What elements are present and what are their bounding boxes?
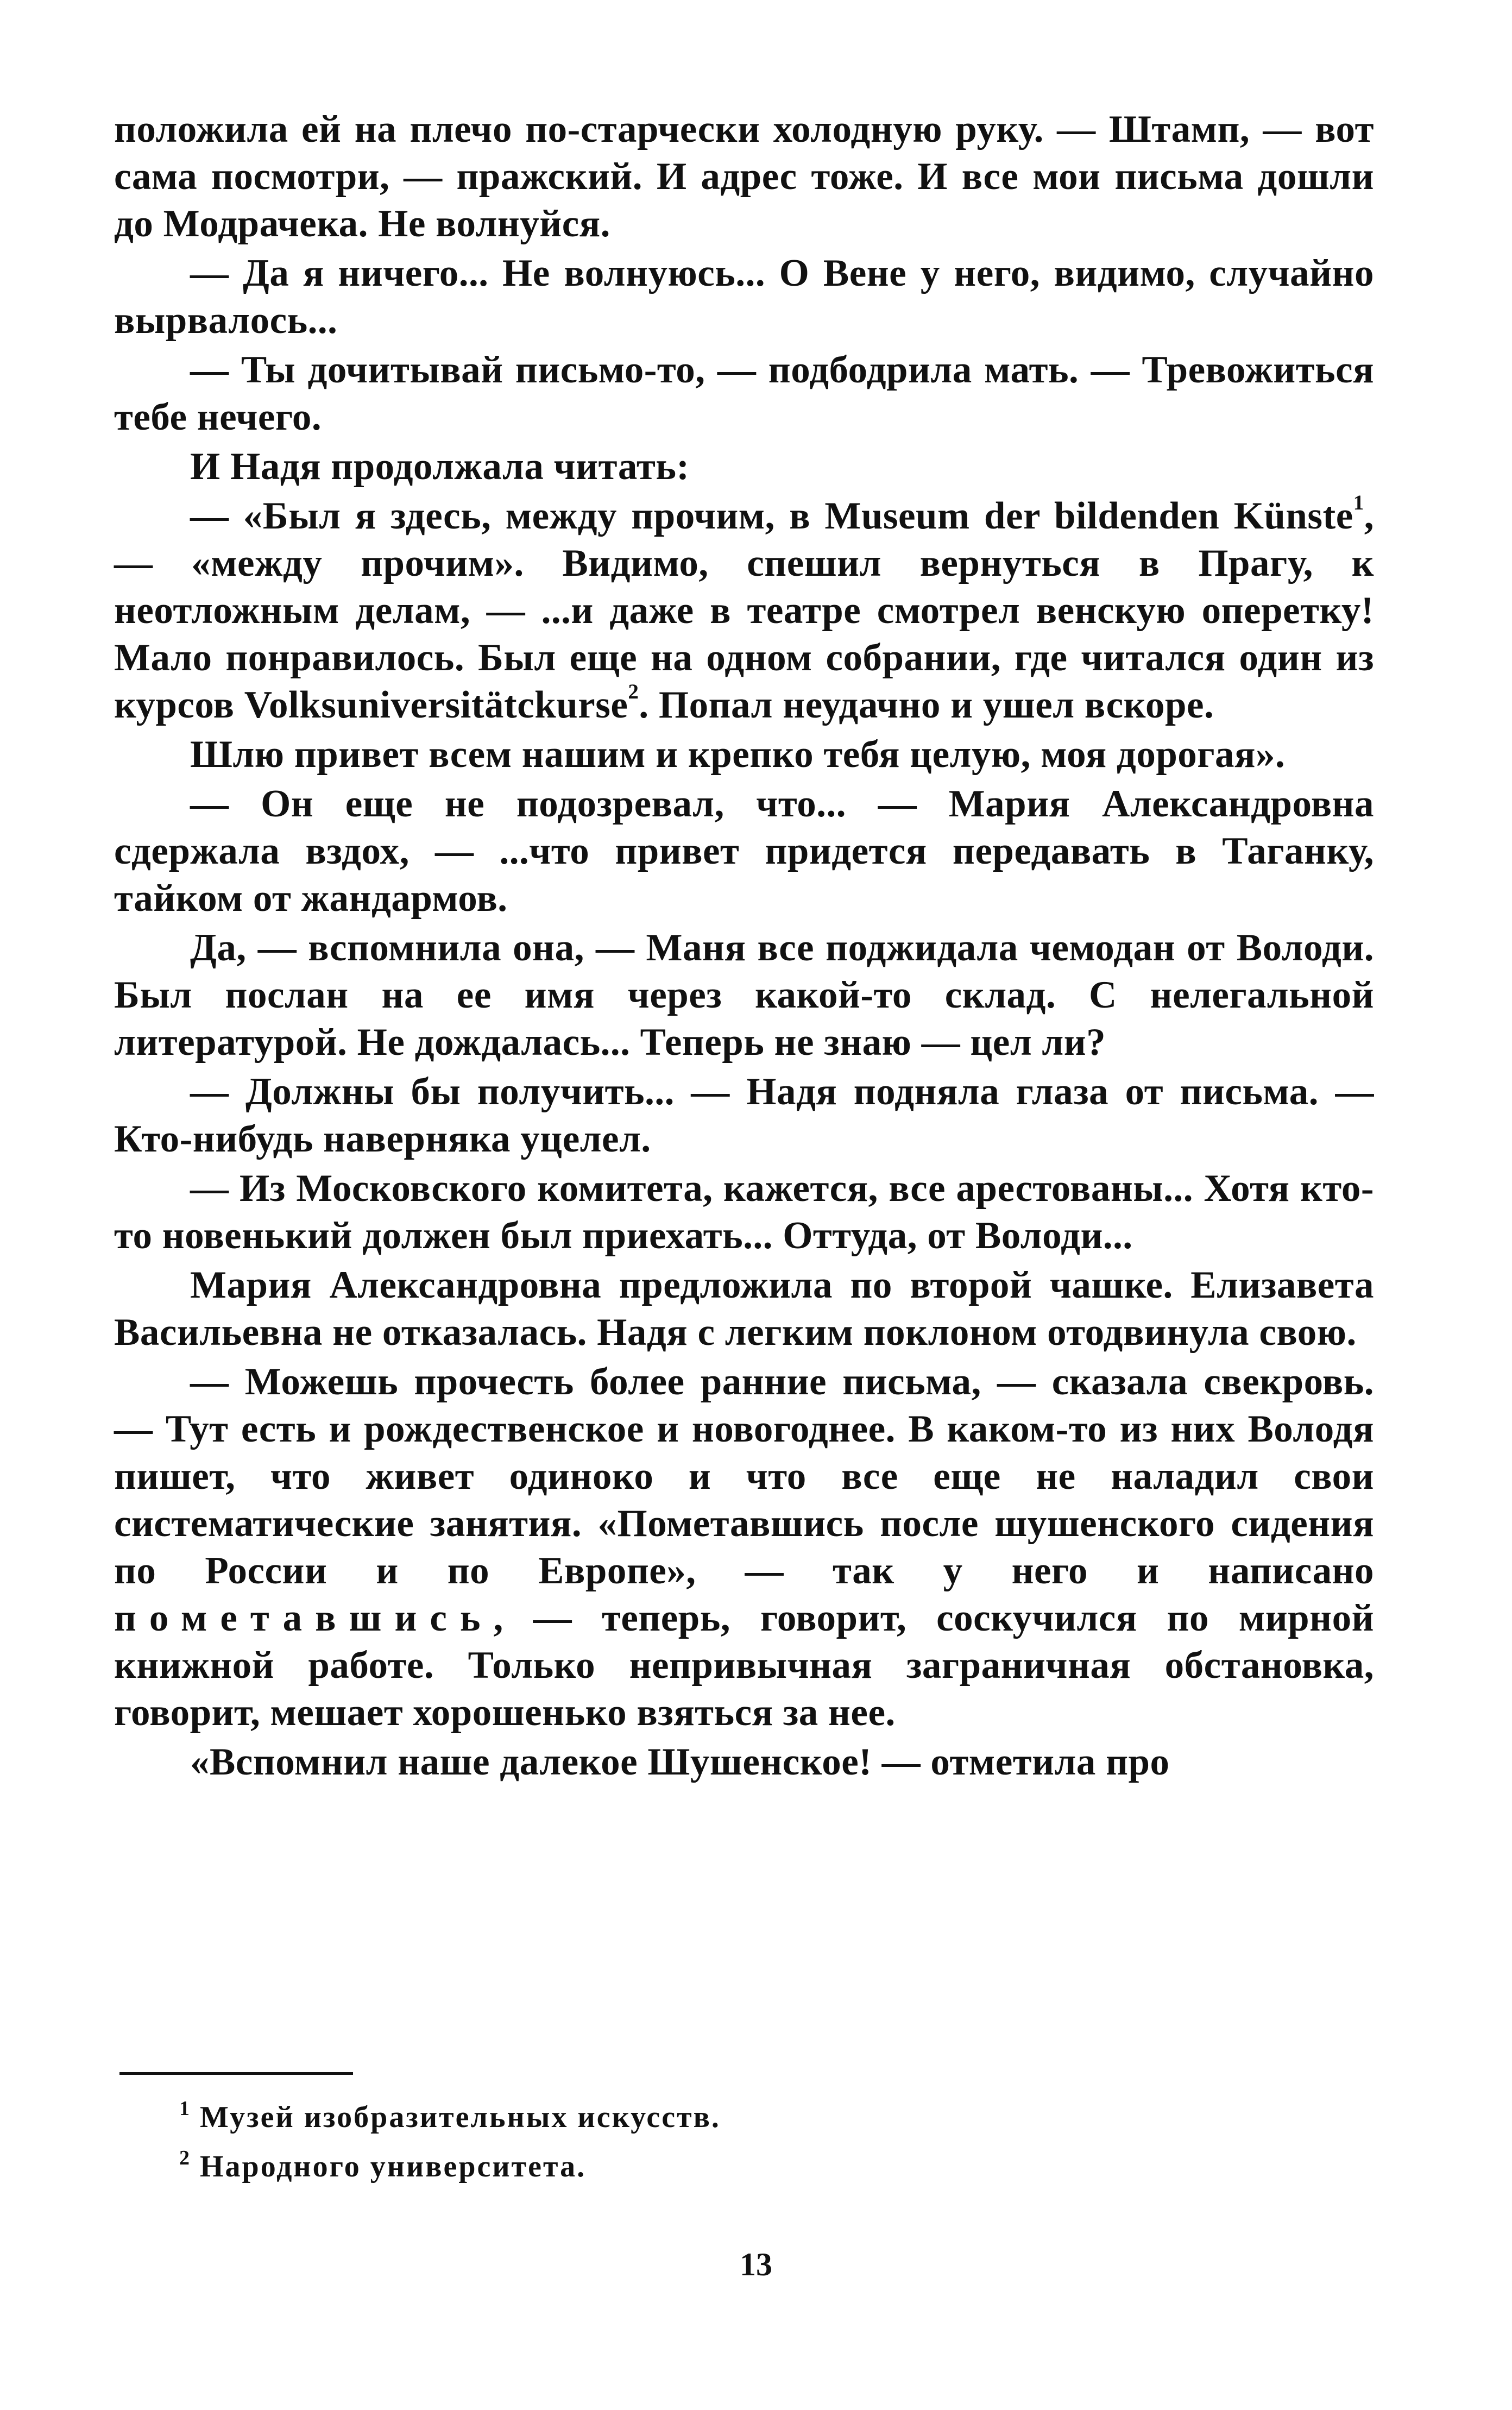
page-body [114, 106, 1374, 1786]
paragraph [114, 731, 1374, 778]
paragraph [114, 1068, 1374, 1163]
paragraph [114, 1739, 1374, 1786]
emphasized-word: пометавшись [114, 1597, 494, 1639]
paragraph [114, 924, 1374, 1066]
paragraph [114, 1358, 1374, 1736]
paragraph [114, 1262, 1374, 1356]
footnote [179, 2138, 721, 2187]
paragraph [114, 781, 1374, 922]
text-segment: Шлю привет всем нашим и крепко тебя целую, моя дорогая». [190, 733, 1286, 776]
text-segment: Да, — вспомнила она, — Маня все поджидала чемодан от Володи. Был послан на ее имя через какой-то склад. С нелегальной литературой. Не дождалась... Теперь не знаю — цел ли? [114, 927, 1374, 1064]
text-segment: — Он еще не подозревал, что... — Мария Александровна сдержала вздох, — ...что привет придется передавать в Таганку, тайком от жандармов. [114, 783, 1374, 920]
paragraph [114, 250, 1374, 344]
text-segment: И Надя продолжала читать: [190, 445, 690, 488]
text-segment: — Из Московского комитета, кажется, все арестованы... Хотя кто-то новенький должен был приехать... Оттуда, от Володи... [114, 1167, 1374, 1257]
text-segment: — «Был я здесь, между прочим, в Museum der bildenden Künste [190, 495, 1353, 537]
text-segment: положила ей на плечо по-старчески холодную руку. — Штамп, — вот сама посмотри, — пражский. И адрес тоже. И все мои письма дошли до Модрачека. Не волнуйся. [114, 108, 1374, 245]
text-segment: «Вспомнил наше далекое Шушенское! — отметила про [190, 1741, 1170, 1783]
text-segment: Мария Александровна предложила по второй чашке. Елизавета Васильевна не отказалась. Надя с легким поклоном отодвинула свою. [114, 1264, 1374, 1354]
footnote-text: Народного университета. [200, 2150, 587, 2184]
text-segment: , — «между прочим». Видимо, спешил вернуться в Прагу, к неотложным делам, — ...и даже в театре смотрел венскую оперетку! Мало понравилось. Был еще на одном собрании, где читался один из курсов Volksuniversitätckurse [114, 495, 1374, 726]
paragraph [114, 1165, 1374, 1260]
paragraph [114, 490, 1374, 729]
text-segment: — Ты дочитывай письмо-то, — подбодрила мать. — Тревожиться тебе нечего. [114, 349, 1374, 438]
footnote-ref: 2 [628, 679, 639, 703]
footnotes [179, 2088, 721, 2187]
text-segment: . Попал неудачно и ушел вскоре. [639, 684, 1214, 726]
footnote-number: 2 [179, 2147, 191, 2169]
text-segment: — Можешь прочесть более ранние письма, — сказала свекровь. — Тут есть и рождественское и новогоднее. В каком-то из них Володя пишет, что живет одиноко и что все еще не наладил свои систематические занятия. «Пометавшись после шушенского сидения по России и по Европе», — так у него и написано [114, 1361, 1374, 1592]
footnote-ref: 1 [1353, 490, 1364, 514]
paragraph [114, 106, 1374, 248]
footnote-separator [119, 2072, 353, 2075]
text-segment: — Да я ничего... Не волнуюсь... О Вене у него, видимо, случайно вырвалось... [114, 252, 1374, 342]
footnote [179, 2088, 721, 2138]
main-text [114, 106, 1374, 1786]
text-segment: — Должны бы получить... — Надя подняла глаза от письма. — Кто-нибудь наверняка уцелел. [114, 1071, 1374, 1160]
page-number: 13 [740, 2247, 772, 2282]
footnote-number: 1 [179, 2097, 191, 2120]
paragraph [114, 347, 1374, 441]
paragraph [114, 443, 1374, 490]
text-segment: , — теперь, говорит, соскучился по мирной книжной работе. Только непривычная заграничная обстановка, говорит, мешает хорошенько взяться за нее. [114, 1597, 1374, 1734]
footnote-text: Музей изобразительных искусств. [200, 2100, 721, 2134]
